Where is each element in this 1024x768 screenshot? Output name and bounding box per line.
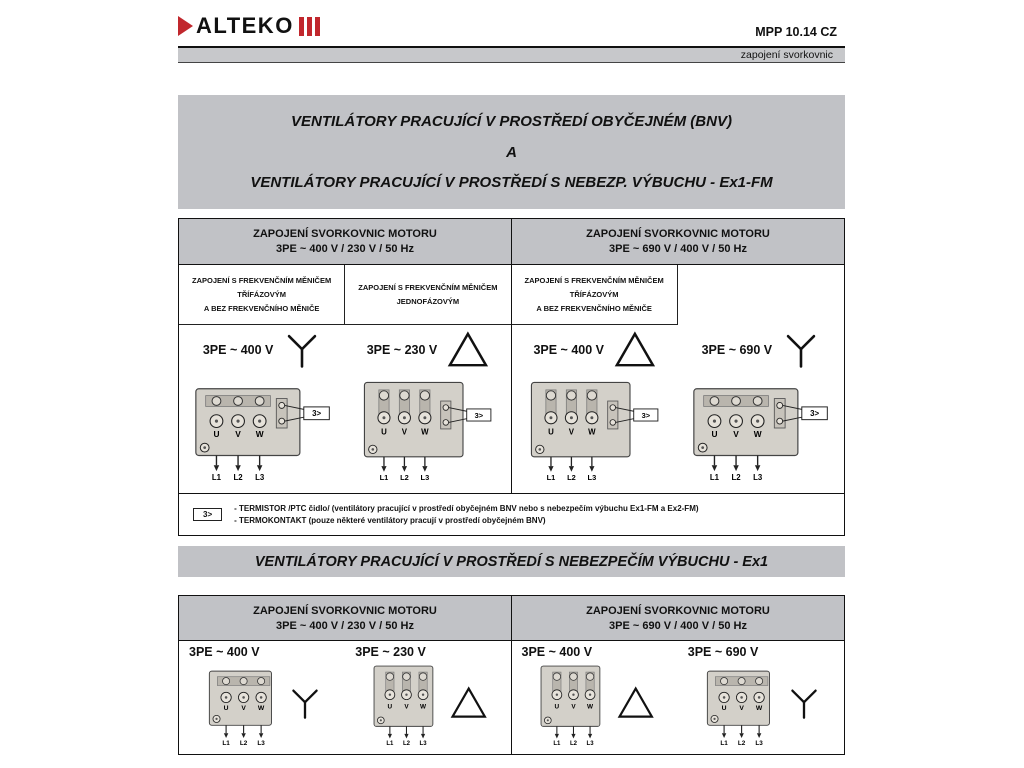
svg-text:L2: L2 (400, 473, 409, 481)
section1-title (178, 95, 845, 209)
diagram-row (179, 660, 345, 746)
col-header-400-230 (179, 596, 512, 640)
svg-text:L3: L3 (753, 473, 763, 481)
svg-text:V: V (401, 427, 408, 437)
document-code: MPP 10.14 CZ (755, 25, 837, 39)
svg-text:L2: L2 (403, 741, 411, 746)
col-header-title: ZAPOJENÍ SVORKOVNIC MOTORU (586, 228, 770, 240)
subtitle-bar (178, 48, 845, 63)
svg-text:3>: 3> (641, 410, 650, 420)
svg-text:3>: 3> (474, 410, 484, 420)
diagram-cell-690v-star (678, 641, 844, 754)
svg-text:3>: 3> (810, 409, 820, 419)
svg-text:V: V (568, 427, 575, 437)
voltage-label: 3PE ~ 400 V (202, 343, 274, 357)
voltage-label: 3PE ~ 230 V (355, 645, 426, 659)
diagram-cell-690v-star (678, 265, 844, 493)
svg-text:L2: L2 (567, 473, 576, 481)
col-header-title: ZAPOJENÍ SVORKOVNIC MOTORU (253, 604, 437, 617)
star-symbol-icon (787, 686, 821, 720)
svg-text:W: W (420, 703, 427, 711)
voltage-label: 3PE ~ 230 V (366, 343, 438, 357)
svg-text:L1: L1 (386, 741, 394, 746)
caption-single-phase-converter (345, 265, 510, 325)
document-sheet (178, 0, 845, 768)
svg-text:L3: L3 (586, 741, 594, 746)
svg-text:U: U (711, 428, 718, 439)
section1-title-line1: VENTILÁTORY PRACUJÍCÍ V PROSTŘEDÍ OBYČEJNÉM (BNV) (291, 112, 732, 130)
terminal-board-diagram (678, 375, 844, 481)
logo-bars-icon (299, 17, 320, 36)
svg-text:L3: L3 (755, 740, 764, 746)
svg-text:V: V (571, 703, 576, 711)
col-header-voltage: 3PE ~ 690 V / 400 V / 50 Hz (609, 619, 747, 632)
voltage-label: 3PE ~ 690 V (701, 343, 773, 357)
caption-three-phase-converter (512, 265, 678, 325)
table1-body (179, 265, 844, 493)
col-header-690-400 (512, 596, 844, 640)
section1-title-line3: VENTILÁTORY PRACUJÍCÍ V PROSTŘEDÍ S NEBEZP. VÝBUCHU - Ex1-FM (250, 174, 773, 192)
wiring-table-bnv (178, 218, 845, 536)
svg-text:L1: L1 (211, 473, 221, 481)
star-symbol-icon (782, 331, 820, 369)
diagram-cell-400v-star (179, 641, 345, 754)
svg-text:U: U (212, 428, 219, 439)
diagram-cell-230v-delta (345, 265, 511, 493)
table2-body (179, 641, 844, 754)
diagram-cell-400v-star (179, 265, 345, 493)
svg-text:L3: L3 (587, 473, 597, 481)
svg-text:L1: L1 (720, 740, 729, 746)
svg-text:V: V (240, 705, 246, 713)
caption-line: ZAPOJENÍ S FREKVENČNÍM MĚNIČEM (524, 276, 664, 285)
svg-text:W: W (756, 705, 763, 713)
caption-line: ZAPOJENÍ S FREKVENČNÍM MĚNIČEM (192, 276, 332, 285)
terminal-board-diagram (345, 375, 510, 481)
delta-symbol-icon (614, 331, 656, 369)
svg-text:V: V (739, 705, 745, 713)
subtitle-text: zapojení svorkovnic (740, 49, 833, 61)
svg-text:W: W (587, 703, 594, 711)
svg-text:L2: L2 (738, 740, 746, 746)
voltage-row (179, 325, 345, 375)
note-line-thermistor: - TERMISTOR /PTC čidlo/ (ventilátory pracující v prostředí obyčejném BNV nebo s nebezpečím výbuchu Ex1-FM a Ex2-FM) (234, 504, 699, 513)
svg-text:W: W (753, 428, 762, 439)
note-lines (234, 504, 698, 525)
svg-text:L1: L1 (221, 740, 230, 746)
delta-symbol-icon (450, 686, 487, 720)
svg-text:L1: L1 (379, 473, 389, 481)
terminal-board-diagram (701, 660, 774, 746)
svg-text:U: U (548, 427, 554, 437)
svg-text:V: V (404, 703, 410, 711)
terminal-board-diagram (535, 660, 604, 746)
svg-text:L3: L3 (420, 741, 428, 746)
col-header-690-400 (512, 219, 844, 264)
diagram-row (512, 660, 678, 746)
svg-text:V: V (733, 428, 740, 439)
diagram-cell-400v-delta (512, 641, 678, 754)
table1-header-row (179, 219, 844, 265)
voltage-label: 3PE ~ 690 V (687, 645, 759, 659)
svg-text:U: U (554, 703, 560, 711)
col-header-voltage: 3PE ~ 400 V / 230 V / 50 Hz (276, 243, 414, 255)
caption-line: TŘÍFÁZOVÝM (237, 290, 286, 299)
terminal-board-diagram (203, 660, 276, 746)
diagram-row (678, 660, 844, 746)
star-symbol-icon (288, 686, 322, 720)
svg-text:L1: L1 (553, 741, 561, 746)
delta-symbol-icon (447, 331, 489, 369)
svg-text:L2: L2 (233, 473, 243, 481)
svg-text:L1: L1 (546, 473, 556, 481)
col-header-title: ZAPOJENÍ SVORKOVNIC MOTORU (253, 228, 437, 240)
wiring-table-ex1 (178, 595, 845, 755)
svg-text:L2: L2 (570, 741, 578, 746)
svg-text:L3: L3 (420, 473, 430, 481)
svg-text:L1: L1 (710, 473, 720, 481)
caption-line: TŘÍFÁZOVÝM (569, 290, 619, 299)
svg-text:V: V (234, 428, 241, 439)
star-symbol-icon (283, 331, 321, 369)
logo-triangle-icon (178, 16, 193, 36)
caption-spacer (678, 265, 844, 325)
thermistor-note-row (179, 493, 844, 535)
caption-line: A BEZ FREKVENČNÍHO MĚNIČE (203, 304, 320, 313)
voltage-label: 3PE ~ 400 V (189, 645, 260, 659)
caption-three-phase-converter (179, 265, 345, 325)
diagram-cell-400v-delta (512, 265, 678, 493)
voltage-row (345, 325, 510, 375)
voltage-label: 3PE ~ 400 V (521, 645, 593, 659)
section2-title (178, 546, 845, 577)
svg-text:W: W (257, 705, 264, 713)
alteko-logo (178, 13, 320, 39)
delta-symbol-icon (617, 686, 654, 720)
svg-text:L2: L2 (731, 473, 741, 481)
diagram-row (345, 660, 510, 746)
caption-line: ZAPOJENÍ S FREKVENČNÍM MĚNIČEM (358, 283, 498, 292)
voltage-row (678, 325, 844, 375)
svg-text:U: U (381, 427, 388, 437)
col-header-400-230 (179, 219, 512, 264)
terminal-board-diagram (179, 375, 345, 481)
terminal-board-diagram (368, 660, 437, 746)
voltage-row (512, 325, 678, 375)
svg-text:U: U (223, 705, 229, 713)
section2-title-text: VENTILÁTORY PRACUJÍCÍ V PROSTŘEDÍ S NEBEZPEČÍM VÝBUCHU - Ex1 (254, 553, 769, 570)
note-line-thermocontact: - TERMOKONTAKT (pouze některé ventilátory pracují v prostředí obyčejném BNV) (234, 516, 546, 525)
svg-text:L3: L3 (254, 473, 264, 481)
table2-header-row (179, 596, 844, 641)
caption-line: JEDNOFÁZOVÝM (396, 297, 460, 306)
page-header (178, 0, 845, 48)
svg-text:U: U (721, 705, 727, 713)
svg-text:W: W (255, 428, 264, 439)
svg-text:W: W (421, 427, 429, 437)
svg-text:W: W (588, 427, 596, 437)
terminal-board-diagram (512, 375, 678, 481)
svg-text:U: U (388, 703, 393, 711)
thermistor-marker: 3> (193, 508, 222, 521)
col-header-voltage: 3PE ~ 690 V / 400 V / 50 Hz (609, 243, 747, 255)
col-header-voltage: 3PE ~ 400 V / 230 V / 50 Hz (276, 619, 414, 632)
svg-text:L3: L3 (256, 740, 265, 746)
col-header-title: ZAPOJENÍ SVORKOVNIC MOTORU (586, 604, 770, 617)
svg-text:L2: L2 (239, 740, 247, 746)
voltage-label: 3PE ~ 400 V (533, 343, 604, 357)
diagram-cell-230v-delta (345, 641, 511, 754)
section1-title-line2: A (506, 143, 517, 161)
svg-text:3>: 3> (311, 409, 321, 419)
logo-text: ALTEKO (196, 13, 294, 38)
caption-line: A BEZ FREKVENČNÍHO MĚNIČE (536, 304, 652, 313)
